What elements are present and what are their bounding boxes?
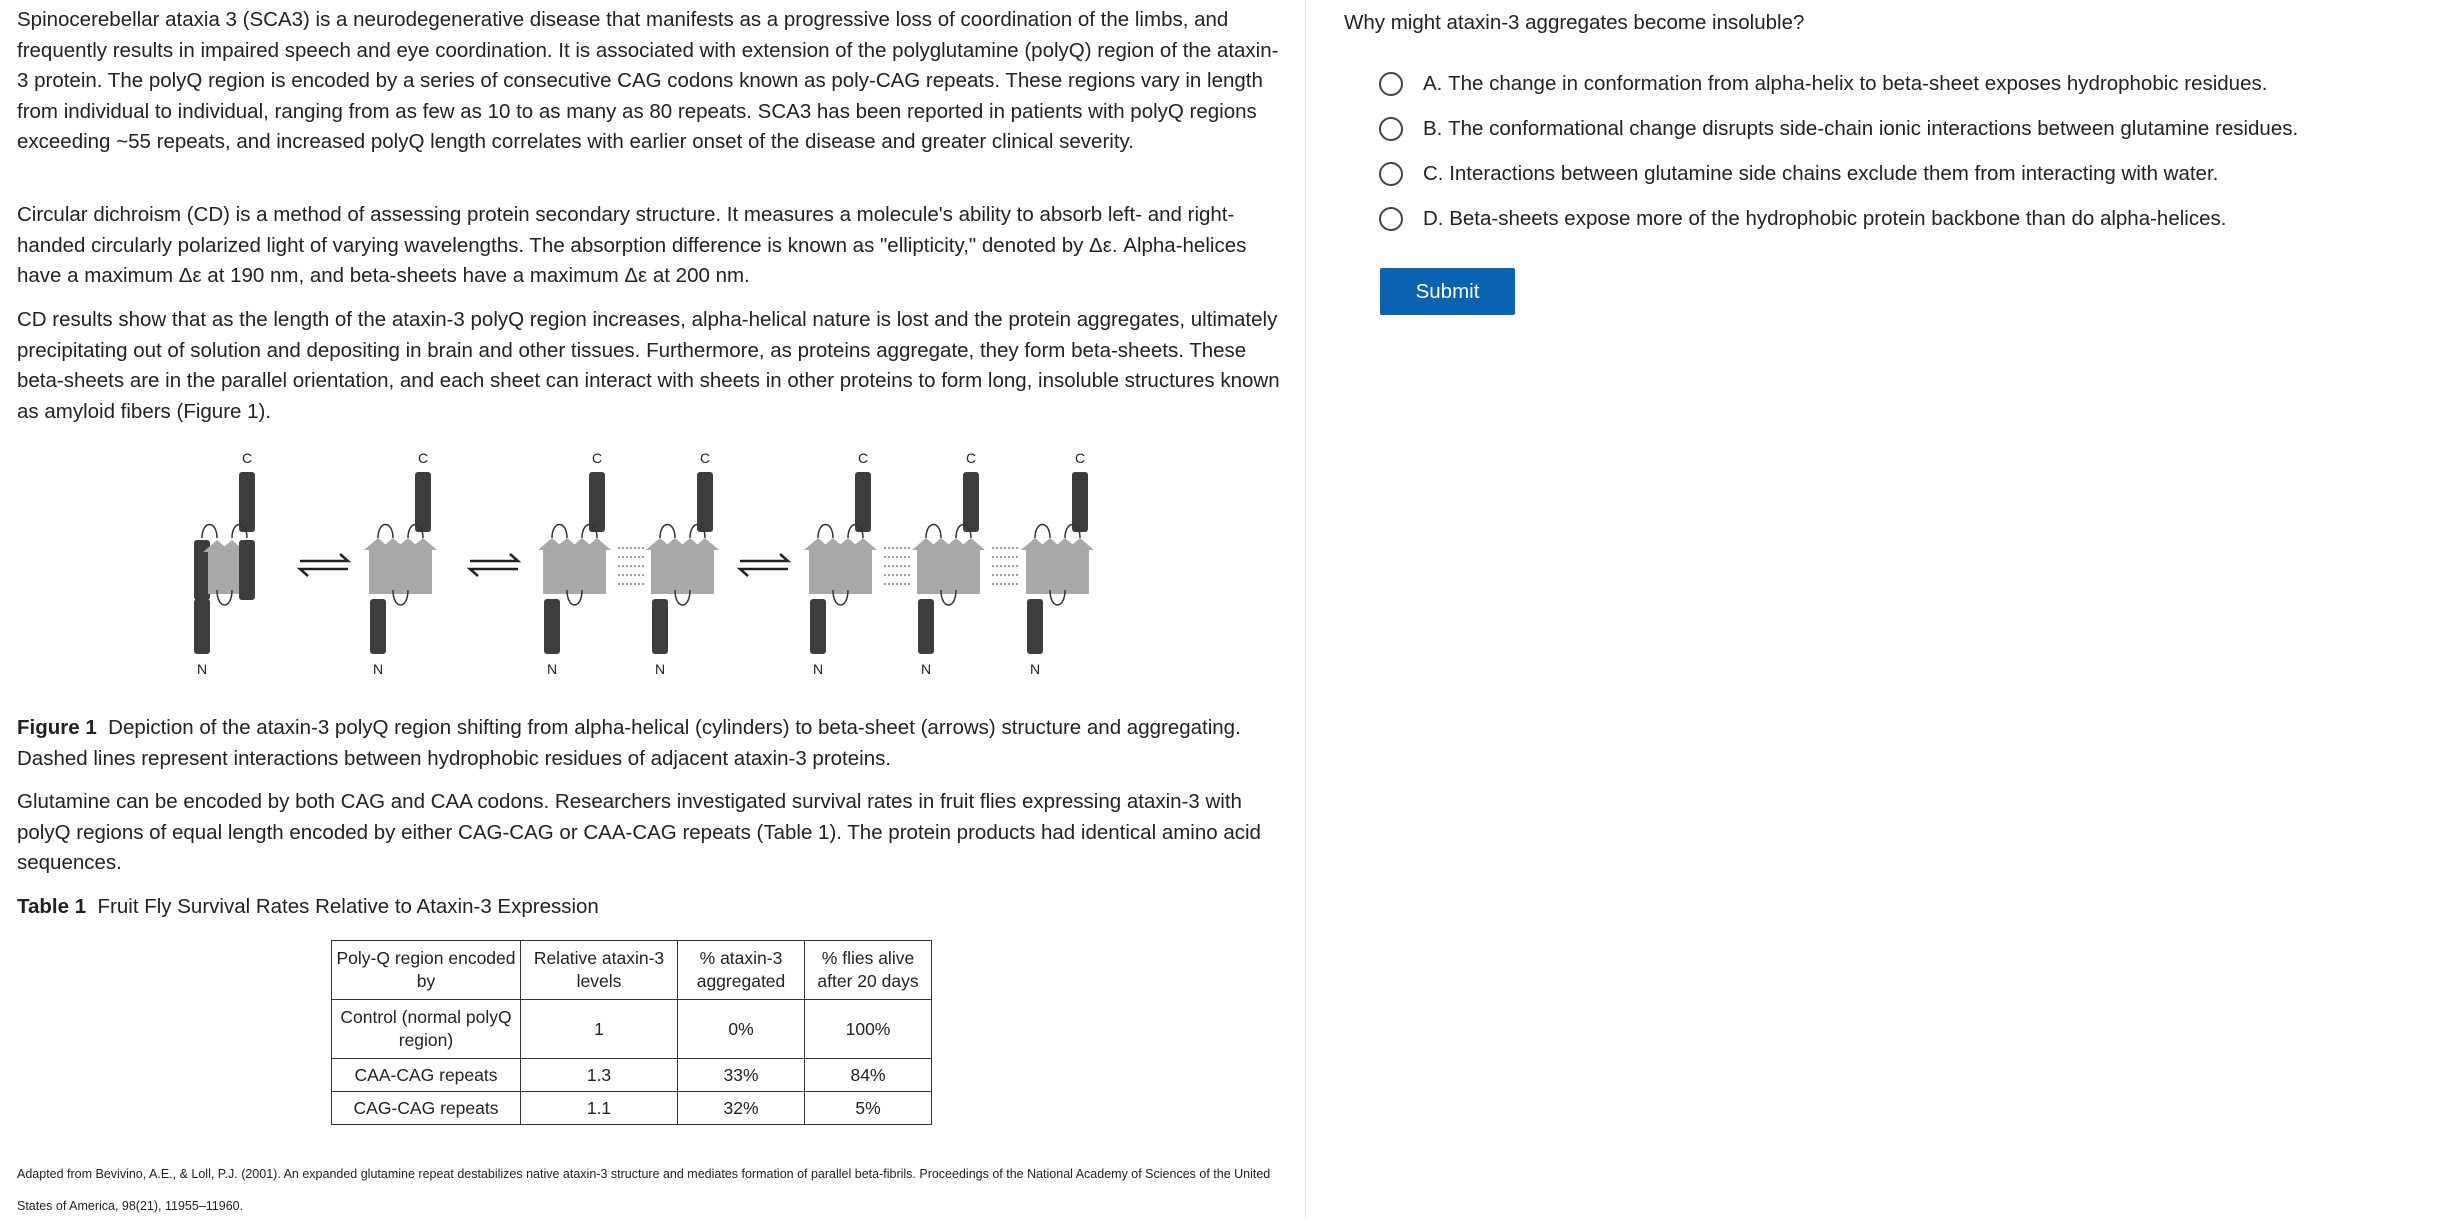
loop-line [818, 525, 833, 539]
n-terminus-label: N [546, 661, 558, 677]
radio-button-icon[interactable] [1379, 162, 1403, 186]
choice-letter: A. [1423, 72, 1443, 95]
loop-line [926, 525, 941, 539]
table-row [332, 1059, 932, 1092]
table-header-aggregated: % ataxin-3 aggregated [678, 941, 805, 1000]
table-1-title [17, 892, 1287, 923]
table-cell-alive: 100% [805, 1000, 932, 1059]
table-cell-aggregated: 0% [678, 1000, 805, 1059]
answer-choice-c[interactable] [1379, 158, 2218, 190]
choice-text: The change in conformation from alpha-helix to beta-sheet exposes hydrophobic residues. [1448, 72, 2268, 95]
equilibrium-arrow-icon [740, 569, 788, 576]
c-terminus-label: C [699, 450, 711, 466]
table-cell-encoded-by: CAA-CAG repeats [332, 1059, 521, 1092]
table-header-row [332, 941, 932, 1000]
figure-1-structures [194, 450, 1094, 677]
passage-paragraph-3: CD results show that as the length of the ataxin-3 polyQ region increases, alpha-helical nature is lost and the protein aggregates, ultimately precipitating out of solution and depositing in brain and other tissues. Furthermore, as proteins aggregate, they form beta-sheets. These beta-sheets are in the parallel orientation, and each sheet can interact with sheets in other proteins to form long, insoluble structures known as amyloid fibers (Figure 1). [17, 308, 1280, 423]
helix-cylinder [1027, 599, 1043, 654]
c-terminus-label: C [591, 450, 603, 466]
figure-1-diagram [180, 444, 1120, 694]
table-header-encoded-by: Poly-Q region encoded by [332, 941, 521, 1000]
radio-button-icon[interactable] [1379, 72, 1403, 96]
helix-cylinder [855, 472, 871, 532]
figure-1-caption-text: Depiction of the ataxin-3 polyQ region shifting from alpha-helical (cylinders) to beta-sheet (arrows) structure and aggregating. Dashed lines represent interactions between hydrophobic residues of adjacent ataxin-3 proteins. [17, 716, 1241, 770]
loop-line [1035, 525, 1050, 539]
passage-paragraph-4: Glutamine can be encoded by both CAG and CAA codons. Researchers investigated survival rates in fruit flies expressing ataxin-3 with polyQ regions of equal length encoded by either CAG-CAG or CAA-CAG repeats (Table 1). The protein products had identical amino acid sequences. [17, 790, 1261, 874]
c-terminus-label: C [417, 450, 429, 466]
equilibrium-arrow-icon [470, 569, 518, 576]
citation: Adapted from Bevivino, A.E., & Loll, P.J. (2001). An expanded glutamine repeat destabilizes native ataxin-3 structure and mediates formation of parallel beta-fibrils. Proceedings of the National Academy of Sciences of the United States of America, 98(21), 11955–11960. [17, 1167, 1271, 1213]
question-text: Why might ataxin-3 aggregates become insoluble? [1344, 11, 1805, 34]
figure-1-caption [17, 713, 1287, 774]
c-terminus-label: C [857, 450, 869, 466]
question-pane [1307, 0, 2449, 1219]
submit-button[interactable]: Submit [1380, 268, 1515, 315]
answer-choice-b[interactable] [1379, 113, 2298, 145]
n-terminus-label: N [812, 661, 824, 677]
equilibrium-arrow-icon [740, 554, 788, 561]
helix-cylinder [370, 599, 386, 654]
helix-cylinder [697, 472, 713, 532]
table-cell-alive: 84% [805, 1059, 932, 1092]
equilibrium-arrow-icon [300, 554, 348, 561]
helix-cylinder [918, 599, 934, 654]
helix-cylinder [1072, 472, 1088, 532]
passage-paragraph-1: Spinocerebellar ataxia 3 (SCA3) is a neurodegenerative disease that manifests as a progressive loss of coordination of the limbs, and frequently results in impaired speech and eye coordination. It is associated with extension of the polyglutamine (polyQ) region of the ataxin-3 protein. The polyQ region is encoded by a series of consecutive CAG codons known as poly-CAG repeats. These regions vary in length from individual to individual, ranging from as few as 10 to as many as 80 repeats. SCA3 has been reported in patients with polyQ regions exceeding ~55 repeats, and increased polyQ length correlates with earlier onset of the disease and greater clinical severity. [17, 8, 1279, 153]
c-terminus-label: C [965, 450, 977, 466]
table-1 [331, 940, 932, 1125]
n-terminus-label: N [920, 661, 932, 677]
loop-line [552, 525, 567, 539]
n-terminus-label: N [372, 661, 384, 677]
table-cell-levels: 1 [521, 1000, 678, 1059]
radio-button-icon[interactable] [1379, 207, 1403, 231]
radio-button-icon[interactable] [1379, 117, 1403, 141]
helix-cylinder [194, 599, 210, 654]
table-cell-levels: 1.3 [521, 1059, 678, 1092]
table-cell-encoded-by: Control (normal polyQ region) [332, 1000, 521, 1059]
table-cell-encoded-by: CAG-CAG repeats [332, 1092, 521, 1125]
helix-cylinder [589, 472, 605, 532]
n-terminus-label: N [654, 661, 666, 677]
choice-letter: B. [1423, 117, 1443, 140]
loop-line [202, 525, 217, 539]
table-row [332, 1000, 932, 1059]
table-cell-levels: 1.1 [521, 1092, 678, 1125]
equilibrium-arrow-icon [300, 569, 348, 576]
equilibrium-arrow-icon [470, 554, 518, 561]
helix-cylinder [239, 540, 255, 600]
helix-cylinder [652, 599, 668, 654]
table-header-alive: % flies alive after 20 days [805, 941, 932, 1000]
table-header-levels: Relative ataxin-3 levels [521, 941, 678, 1000]
helix-cylinder [239, 472, 255, 532]
n-terminus-label: N [1029, 661, 1041, 677]
choice-letter: C. [1423, 162, 1444, 185]
choice-text: The conformational change disrupts side-chain ionic interactions between glutamine residues. [1448, 117, 2299, 140]
choice-text: Interactions between glutamine side chains exclude them from interacting with water. [1449, 162, 2219, 185]
helix-cylinder [544, 599, 560, 654]
helix-cylinder [810, 599, 826, 654]
loop-line [378, 525, 393, 539]
figure-1-label: Figure 1 [17, 716, 97, 739]
table-cell-aggregated: 32% [678, 1092, 805, 1125]
choice-letter: D. [1423, 207, 1444, 230]
answer-choice-a[interactable] [1379, 68, 2267, 100]
table-cell-alive: 5% [805, 1092, 932, 1125]
c-terminus-label: C [1074, 450, 1086, 466]
choice-text: Beta-sheets expose more of the hydrophobic protein backbone than do alpha-helices. [1449, 207, 2227, 230]
loop-line [660, 525, 675, 539]
table-1-label: Table 1 [17, 895, 87, 918]
table-row [332, 1092, 932, 1125]
helix-cylinder [415, 472, 431, 532]
passage-paragraph-2: Circular dichroism (CD) is a method of assessing protein secondary structure. It measures a molecule's ability to absorb left- and right-handed circularly polarized light of varying wavelengths. The absorption difference is known as "ellipticity," denoted by Δε. Alpha-helices have a maximum Δε at 190 nm, and beta-sheets have a maximum Δε at 200 nm. [17, 203, 1247, 287]
answer-choice-d[interactable] [1379, 203, 2226, 235]
helix-cylinder [963, 472, 979, 532]
c-terminus-label: C [241, 450, 253, 466]
table-1-title-text: Fruit Fly Survival Rates Relative to Ataxin-3 Expression [97, 895, 599, 918]
table-cell-aggregated: 33% [678, 1059, 805, 1092]
n-terminus-label: N [196, 661, 208, 677]
